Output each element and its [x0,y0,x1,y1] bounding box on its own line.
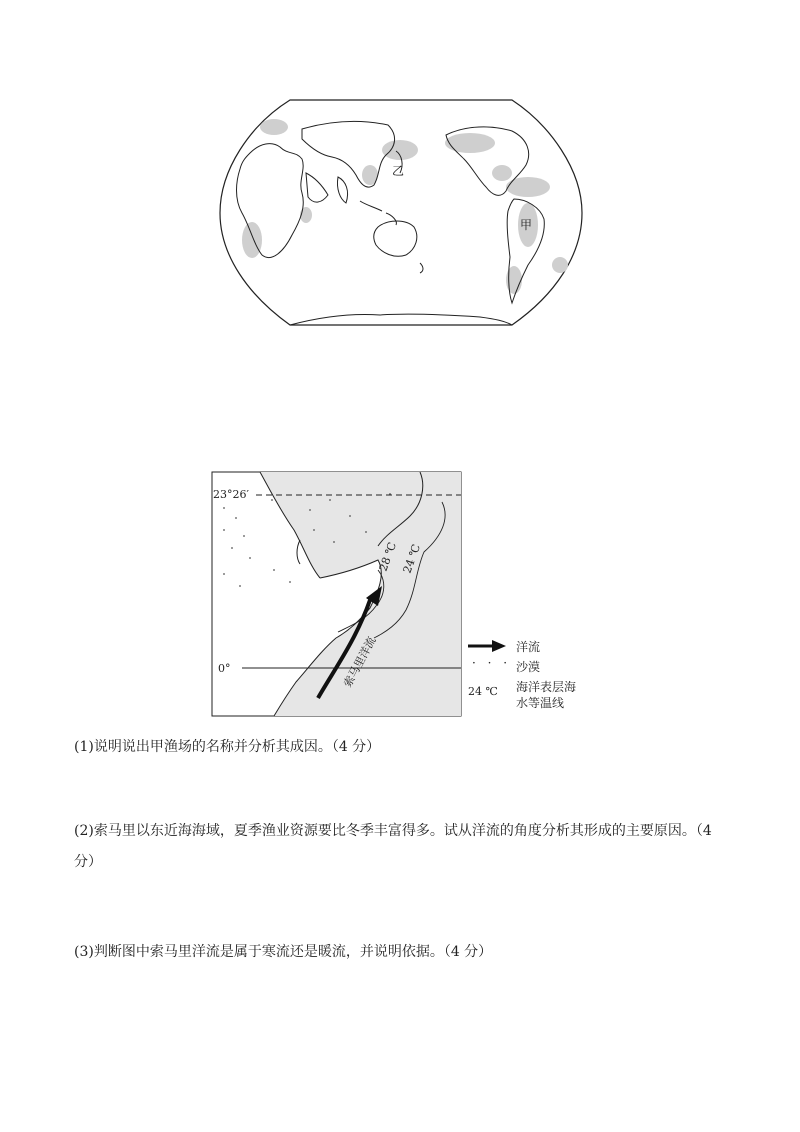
isotherm-28-label: 28 ℃ [376,540,400,574]
isotherm-24-label: 24 ℃ [400,542,424,576]
equator-label: 0° [218,662,231,675]
legend-isotherm-symbol: 24 ℃ [468,685,498,698]
somali-map [210,470,465,720]
legend [466,636,586,716]
legend-desert-icon: · · · [472,656,512,670]
question-2-line1: (2)索马里以东近海海域，夏季渔业资源要比冬季丰富得多。试从洋流的角度分析其形成的主要原因。（4 [74,823,712,839]
question-3: (3)判断图中索马里洋流是属于寒流还是暖流，并说明依据。（4 分） [74,944,493,960]
current-label: 索马里洋流 [341,634,379,690]
tropic-label: 23°26′ [213,488,249,501]
question-1: (1)说明说出甲渔场的名称并分析其成因。（4 分） [74,739,381,755]
question-2-line2: 分） [74,854,102,870]
legend-current-label: 洋流 [516,640,541,654]
legend-current-arrow-icon [466,640,506,652]
legend-isotherm-line1: 海洋表层海 [516,680,577,694]
legend-isotherm-line2: 水等温线 [516,696,565,710]
label-jia: 甲 [520,218,533,232]
legend-desert-label: 沙漠 [516,660,541,674]
world-map [210,95,590,330]
label-yi: 乙 [392,164,405,178]
